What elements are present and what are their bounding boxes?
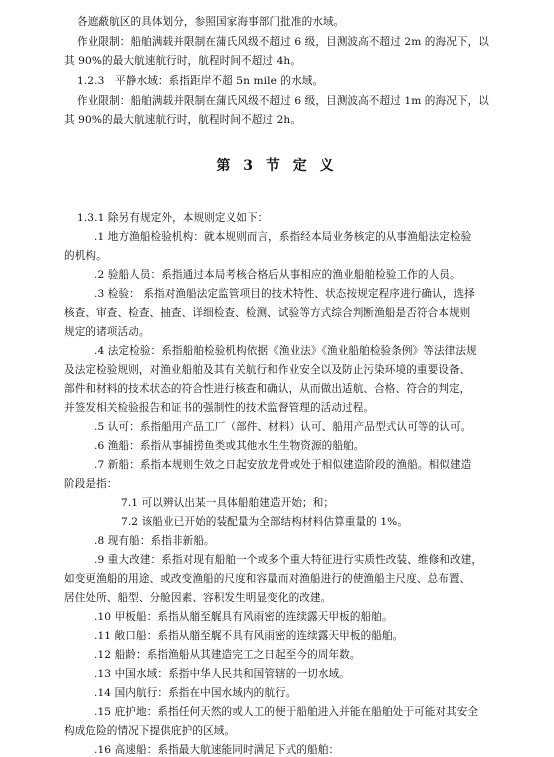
text-line: 其 90%的最大航速航行时，航程时间不超过 2h。 [64,114,302,126]
text-line: 构成危险的情况下提供庇护的区域。 [64,725,236,737]
text-line: .5 认可：系指船用产品工厂（部件、材料）认可、船用产品型式认可等的认可。 [94,421,472,433]
text-line: 及法定检验规则，对渔业船舶及其有关航行和作业安全以及防止污染环境的重要设备、 [64,364,471,376]
text-line: .15 庇护地：系指任何天然的或人工的便于船舶进入并能在船舶处于可能对其安全 [94,706,479,718]
text-line: 的机构。 [64,250,107,262]
text-line: 7.1 可以辨认出某一具体船舶建造开始；和； [121,497,335,509]
text-line: .7 新船：系指本规则生效之日起安放龙骨或处于相似建造阶段的渔船。相似建造 [94,459,472,471]
text-line: 1.3.1 除另有规定外，本规则定义如下： [77,212,269,224]
text-line: .16 高速船：系指最大航速能同时满足下式的船舶： [94,744,340,756]
text-line: 各遮蔽航区的具体划分，参照国家海事部门批准的水域。 [77,16,345,28]
text-line: 其 90%的最大航速航行时，航程时间不超过 4h。 [64,55,302,67]
text-line: 阶段是指： [64,478,118,490]
text-line: 作业限制：船舶满载并限制在蒲氏风级不超过 6 级，目测波高不超过 2m 的海况下，以 [77,36,489,48]
text-line: .8 现有船：系指非新船。 [94,535,215,547]
text-line: 部件和材料的技术状态的符合性进行核查和确认，从而做出适航、合格、符合的判定， [64,383,471,395]
text-line: .4 法定检验：系指船舶检验机构依据《渔业法》《渔业船舶检验条例》等法律法规 [94,345,477,357]
text-line: .6 渔船：系指从事捕捞鱼类或其他水生生物资源的船舶。 [94,440,365,452]
text-line: 核查、审查、检查、抽查、详细检查、检测、试验等方式综合判断渔船是否符合本规则 [64,307,471,319]
text-line: .10 甲板船：系指从艏至艉具有风雨密的连续露天甲板的船舶。 [94,611,393,623]
text-line: 作业限制：船舶满载并限制在蒲氏风级不超过 6 级，目测波高不超过 1m 的海况下，以 [77,95,489,107]
text-line: 居住处所、船型、分舱因素、容积发生明显变化的改建。 [64,592,332,604]
section-title: 第 3 节 定 义 [216,158,338,174]
text-line: .11 敞口船：系指从艏至艉不具有风雨密的连续露天甲板的船舶。 [94,630,404,642]
text-line: .1 地方渔船检验机构：就本规则而言，系指经本局业务核定的从事渔船法定检验 [94,231,472,243]
text-line: 1.2.3 平静水域：系指距岸不超 5n mile 的水域。 [77,75,324,87]
text-line: 7.2 该船业已开始的装配量为全部结构材料估算重量的 1%。 [121,516,409,528]
text-line: 并签发相关检验报告和证书的强制性的技术监督管理的活动过程。 [64,402,375,414]
text-line: 如变更渔船的用途、或改变渔船的尺度和容量而对渔船进行的使渔船主尺度、总布置、 [64,573,471,585]
text-line: .2 验船人员：系指通过本局考核合格后从事相应的渔业船舶检验工作的人员。 [94,269,461,281]
text-line: 规定的诸项活动。 [64,326,150,338]
text-line: .9 重大改建：系指对现有船舶一个或多个重大特征进行实质性改装、维修和改建， [94,554,483,566]
text-line: .3 检验： 系指对渔船法定监管项目的技术特性、状态按规定程序进行确认，选择 [94,288,475,300]
text-line: .12 船龄：系指渔船从其建造完工之日起至今的周年数。 [94,649,361,661]
text-line: .13 中国水域：系指中华人民共和国管辖的一切水域。 [94,668,350,680]
text-line: .14 国内航行：系指在中国水域内的航行。 [94,687,297,699]
